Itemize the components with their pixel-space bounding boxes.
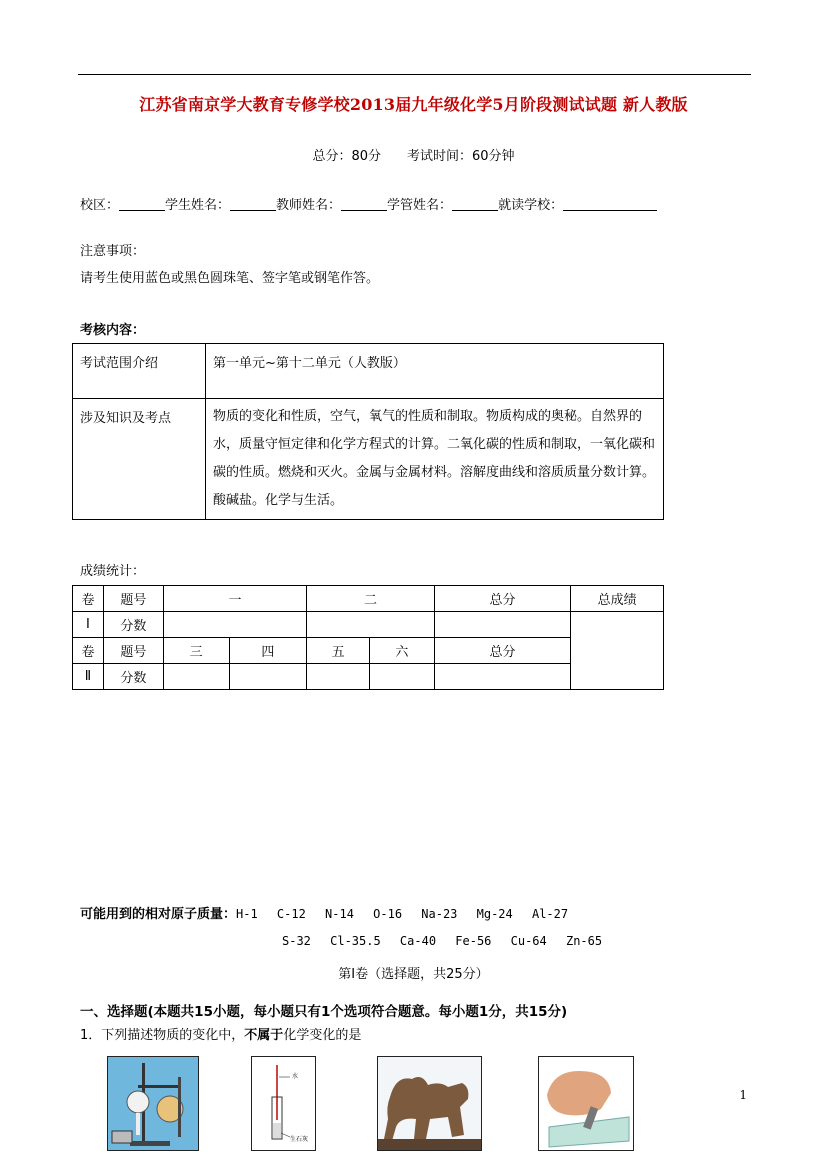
score-part-5[interactable] [307, 664, 370, 690]
teacher-name-blank[interactable] [341, 196, 387, 211]
question-emphasis: 不属于 [244, 1028, 284, 1043]
vol1-juan: 卷 [73, 586, 104, 612]
section-header: 第Ⅰ卷（选择题，共25分） [338, 967, 489, 982]
glass-scratch-icon [539, 1057, 633, 1150]
score-part-1[interactable] [163, 612, 307, 638]
part-2: 二 [307, 586, 435, 612]
vol2-tihao: 题号 [103, 638, 163, 664]
option-a-image [107, 1056, 199, 1151]
school-blank[interactable] [563, 196, 657, 211]
score-part-6[interactable] [370, 664, 435, 690]
content-table [72, 343, 664, 520]
page-number: 1 [739, 1088, 747, 1102]
scope-label: 考试范围介绍 [73, 344, 206, 399]
campus-label: 校区： [80, 198, 120, 213]
vol2-fenshu: 分数 [103, 664, 163, 690]
campus-blank[interactable] [119, 196, 165, 211]
topics-value: 物质的变化和性质，空气，氧气的性质和制取。物质构成的奥秘。自然界的水，质量守恒定律和化学方程式的计算。二氧化碳的性质和制取，一氧化碳和碳的性质。燃烧和灭火。金属与金属材料。溶解度曲线和溶质质量分数计算。酸碱盐。化学与生活。 [206, 399, 664, 520]
part-5: 五 [307, 638, 370, 664]
student-info-line [80, 196, 657, 215]
atomic-masses-values1: H-1 C-12 N-14 O-16 Na-23 Mg-24 Al-27 [236, 907, 569, 921]
option-d-image [538, 1056, 634, 1151]
stone-lion-statue-icon [378, 1057, 481, 1150]
atomic-masses-line1 [80, 905, 568, 924]
question-text-end: 化学变化的是 [283, 1028, 362, 1043]
option-b-image [251, 1056, 316, 1151]
document-title: 江苏省南京学大教育专修学校2013届九年级化学5月阶段测试试题 新人教版 [139, 95, 688, 114]
notice-heading: 注意事项： [80, 244, 146, 259]
manager-name-blank[interactable] [452, 196, 498, 211]
vol2-subtotal: 总分 [434, 638, 570, 664]
score-total[interactable] [571, 612, 664, 690]
table-row [73, 399, 664, 520]
question-group-heading: 一、选择题(本题共15小题，每小题只有1个选项符合题意。每小题1分，共15分) [80, 1004, 568, 1020]
water-label: 水 [292, 1073, 299, 1080]
score-vol1-subtotal[interactable] [434, 612, 570, 638]
vol1-fenshu: 分数 [103, 612, 163, 638]
table-row [73, 344, 664, 399]
question-number: 1． [80, 1028, 102, 1043]
question-text: 下列描述物质的变化中， [101, 1028, 245, 1043]
manager-name-label: 学管姓名： [387, 198, 453, 213]
header-rule [78, 74, 751, 75]
part-3: 三 [163, 638, 229, 664]
atomic-masses-line2: S-32 Cl-35.5 Ca-40 Fe-56 Cu-64 Zn-65 [282, 934, 603, 948]
student-name-label: 学生姓名： [165, 198, 231, 213]
score-part-2[interactable] [307, 612, 435, 638]
content-heading: 考核内容： [80, 323, 146, 338]
scope-value: 第一单元~第十二单元（人教版） [206, 344, 664, 399]
vol1-subtotal: 总分 [434, 586, 570, 612]
part-4: 四 [229, 638, 307, 664]
total-header: 总成绩 [571, 586, 664, 612]
option-c-image [377, 1056, 482, 1151]
grades-heading: 成绩统计： [80, 564, 146, 579]
vol1-tihao: 题号 [103, 586, 163, 612]
score-part-4[interactable] [229, 664, 307, 690]
topics-label: 涉及知识及考点 [73, 399, 206, 520]
atomic-masses-label: 可能用到的相对原子质量： [80, 907, 237, 922]
teacher-name-label: 教师姓名： [276, 198, 342, 213]
exam-info: 总分：80分 考试时间：60分钟 [312, 149, 515, 164]
score-part-3[interactable] [163, 664, 229, 690]
score-vol2-subtotal[interactable] [434, 664, 570, 690]
student-name-blank[interactable] [230, 196, 276, 211]
school-label: 就读学校： [498, 198, 564, 213]
limestone-label: 生石灰 [290, 1136, 309, 1143]
table-row [73, 586, 664, 612]
vol2-juan: 卷 [73, 638, 104, 664]
vol2-numeral: Ⅱ [73, 664, 104, 690]
vol1-numeral: Ⅰ [73, 612, 104, 638]
question-1 [80, 1027, 361, 1045]
table-row [73, 612, 664, 638]
notice-text: 请考生使用蓝色或黑色圆珠笔、签字笔或钢笔作答。 [80, 271, 380, 286]
part-1: 一 [163, 586, 307, 612]
part-6: 六 [370, 638, 435, 664]
lab-apparatus-icon [108, 1057, 198, 1150]
grades-table [72, 585, 664, 690]
